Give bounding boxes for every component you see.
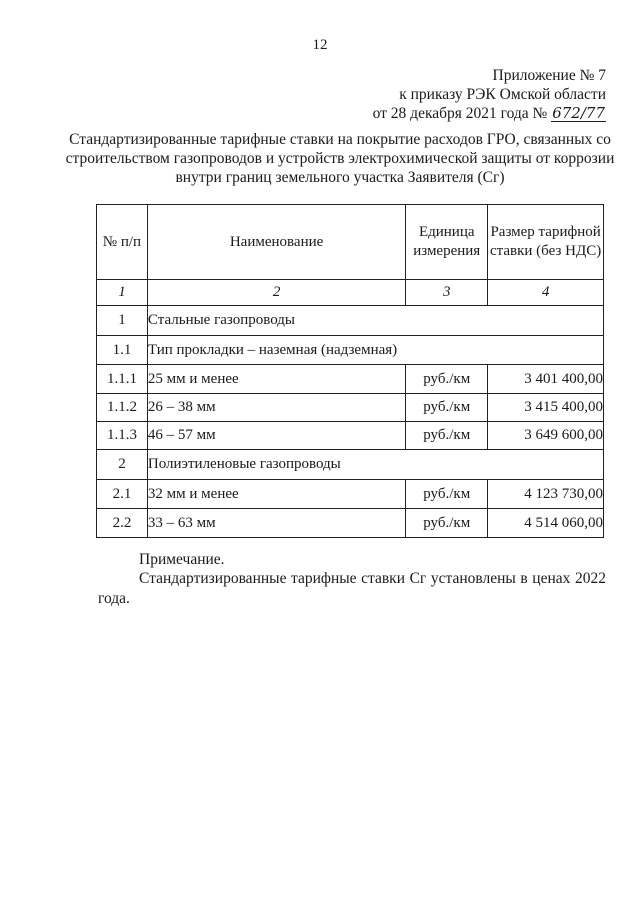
row-name: Тип прокладки – наземная (надземная)	[147, 336, 603, 365]
row-unit: руб./км	[406, 365, 488, 394]
row-name: 26 – 38 мм	[147, 394, 405, 422]
table-row	[97, 450, 604, 480]
appendix-order-date	[373, 104, 606, 123]
table-row	[97, 336, 604, 365]
row-num: 1.1.1	[97, 365, 148, 394]
row-name: 33 – 63 мм	[147, 509, 405, 538]
appendix-title: Приложение № 7	[492, 67, 606, 84]
tariff-table	[96, 204, 604, 538]
column-index: 4	[488, 280, 604, 306]
row-unit: руб./км	[406, 422, 488, 450]
document-title: Стандартизированные тарифные ставки на покрытие расходов ГРО, связанных со строительством газопроводов и устройств электрохимической защиты от коррозии внутри границ земельного участка Заявителя (Сг)	[65, 131, 615, 186]
row-value: 4 123 730,00	[488, 480, 604, 509]
row-value: 3 649 600,00	[488, 422, 604, 450]
header-unit: Единица измерения	[406, 205, 488, 280]
appendix-date: от 28 декабря 2021 года №	[372, 105, 548, 122]
row-unit: руб./км	[406, 509, 488, 538]
row-num: 1	[97, 306, 148, 336]
note-text: Стандартизированные тарифные ставки Сг установлены в ценах 2022 года.	[98, 570, 606, 607]
table-row	[97, 365, 604, 394]
page-number: 12	[312, 37, 328, 53]
note-heading: Примечание.	[139, 551, 225, 568]
appendix-order: к приказу РЭК Омской области	[399, 86, 606, 103]
row-unit: руб./км	[406, 480, 488, 509]
appendix-block	[373, 66, 606, 123]
table-row	[97, 480, 604, 509]
row-num: 1.1.2	[97, 394, 148, 422]
row-name: 25 мм и менее	[147, 365, 405, 394]
column-index: 3	[406, 280, 488, 306]
row-name: Полиэтиленовые газопроводы	[147, 450, 603, 480]
row-value: 4 514 060,00	[488, 509, 604, 538]
table-header-row	[97, 205, 604, 280]
row-value: 3 415 400,00	[488, 394, 604, 422]
row-name: Стальные газопроводы	[147, 306, 603, 336]
table-row	[97, 509, 604, 538]
table-row	[97, 422, 604, 450]
column-index-row	[97, 280, 604, 306]
row-num: 2.1	[97, 480, 148, 509]
row-name: 32 мм и менее	[147, 480, 405, 509]
row-num: 2	[97, 450, 148, 480]
row-value: 3 401 400,00	[488, 365, 604, 394]
header-rate: Размер тарифной ставки (без НДС)	[488, 205, 604, 280]
row-unit: руб./км	[406, 394, 488, 422]
column-index: 1	[97, 280, 148, 306]
header-name: Наименование	[147, 205, 405, 280]
handwritten-order-number: 672/77	[552, 104, 605, 122]
row-num: 1.1	[97, 336, 148, 365]
row-num: 1.1.3	[97, 422, 148, 450]
column-index: 2	[147, 280, 405, 306]
row-name: 46 – 57 мм	[147, 422, 405, 450]
row-num: 2.2	[97, 509, 148, 538]
table-row	[97, 394, 604, 422]
header-num: № п/п	[97, 205, 148, 280]
table-row	[97, 306, 604, 336]
